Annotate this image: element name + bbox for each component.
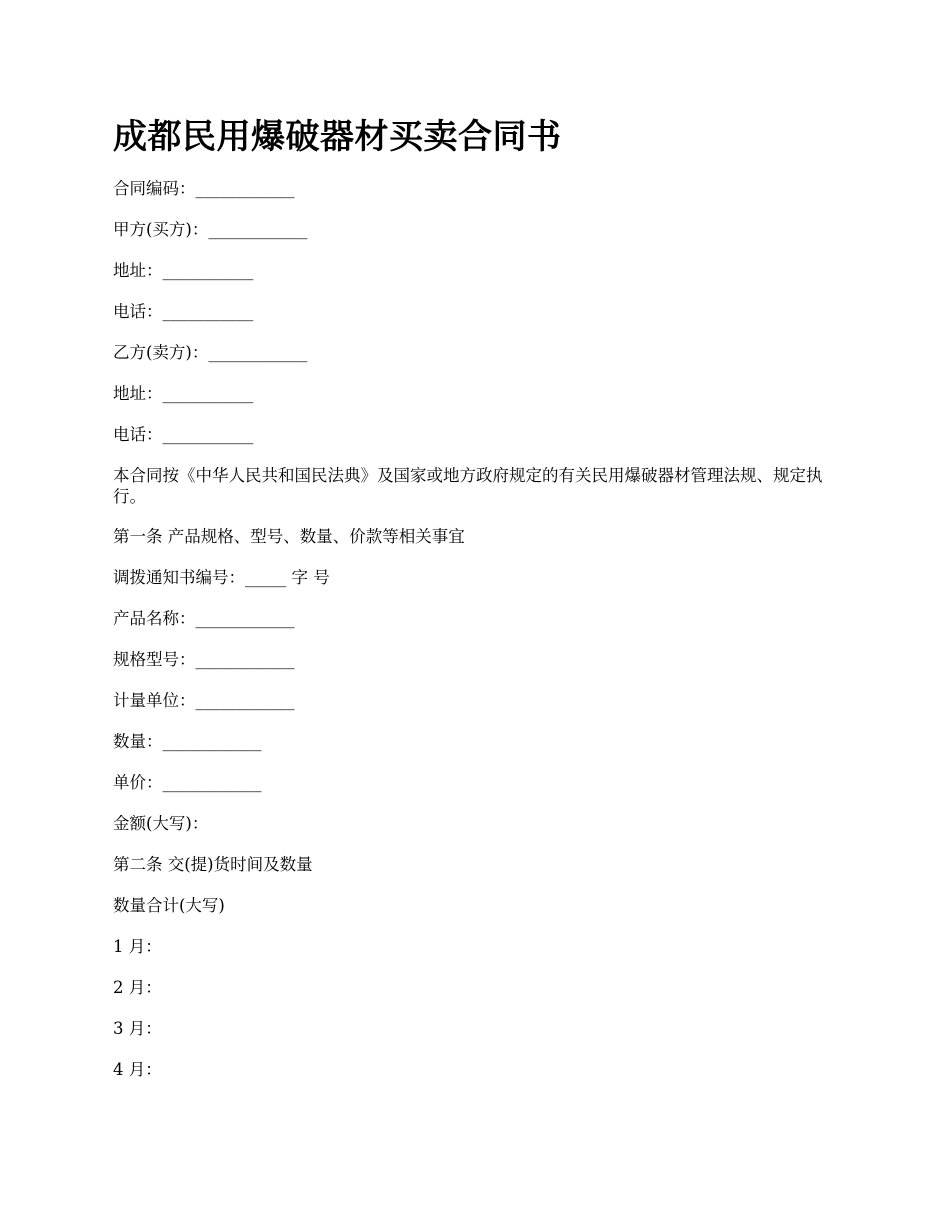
unit-price-line: 单价：____________ <box>113 773 262 792</box>
article-one-heading: 第一条 产品规格、型号、数量、价款等相关事宜 <box>113 527 465 546</box>
unit-of-measure-line: 计量单位：____________ <box>113 691 295 710</box>
legal-basis-paragraph: 本合同按《中华人民共和国民法典》及国家或地方政府规定的有关民用爆破器材管理法规、规定执行。 <box>113 466 823 506</box>
party-b-address-line: 地址：___________ <box>113 384 254 403</box>
total-quantity-line: 数量合计(大写) <box>113 896 225 915</box>
month-4-line: 4 月： <box>113 1060 162 1079</box>
party-b-phone-line: 电话：___________ <box>113 425 254 444</box>
party-b-line: 乙方(卖方)：____________ <box>113 343 308 362</box>
month-2-line: 2 月： <box>113 978 162 997</box>
quantity-line: 数量：____________ <box>113 732 262 751</box>
party-a-phone-line: 电话：___________ <box>113 302 254 321</box>
contract-number-line: 合同编码：____________ <box>113 179 295 198</box>
document-title: 成都民用爆破器材买卖合同书 <box>113 117 562 157</box>
document-body <box>113 178 853 1100</box>
month-1-line: 1 月： <box>113 937 162 956</box>
month-3-line: 3 月： <box>113 1019 162 1038</box>
allocation-notice-number-line: 调拨通知书编号：_____ 字 号 <box>113 568 330 587</box>
party-a-line: 甲方(买方)：____________ <box>113 220 308 239</box>
party-a-address-line: 地址：___________ <box>113 261 254 280</box>
amount-in-words-line: 金额(大写)： <box>113 814 209 833</box>
product-name-line: 产品名称：____________ <box>113 609 295 628</box>
specification-model-line: 规格型号：____________ <box>113 650 295 669</box>
article-two-heading: 第二条 交(提)货时间及数量 <box>113 855 313 874</box>
